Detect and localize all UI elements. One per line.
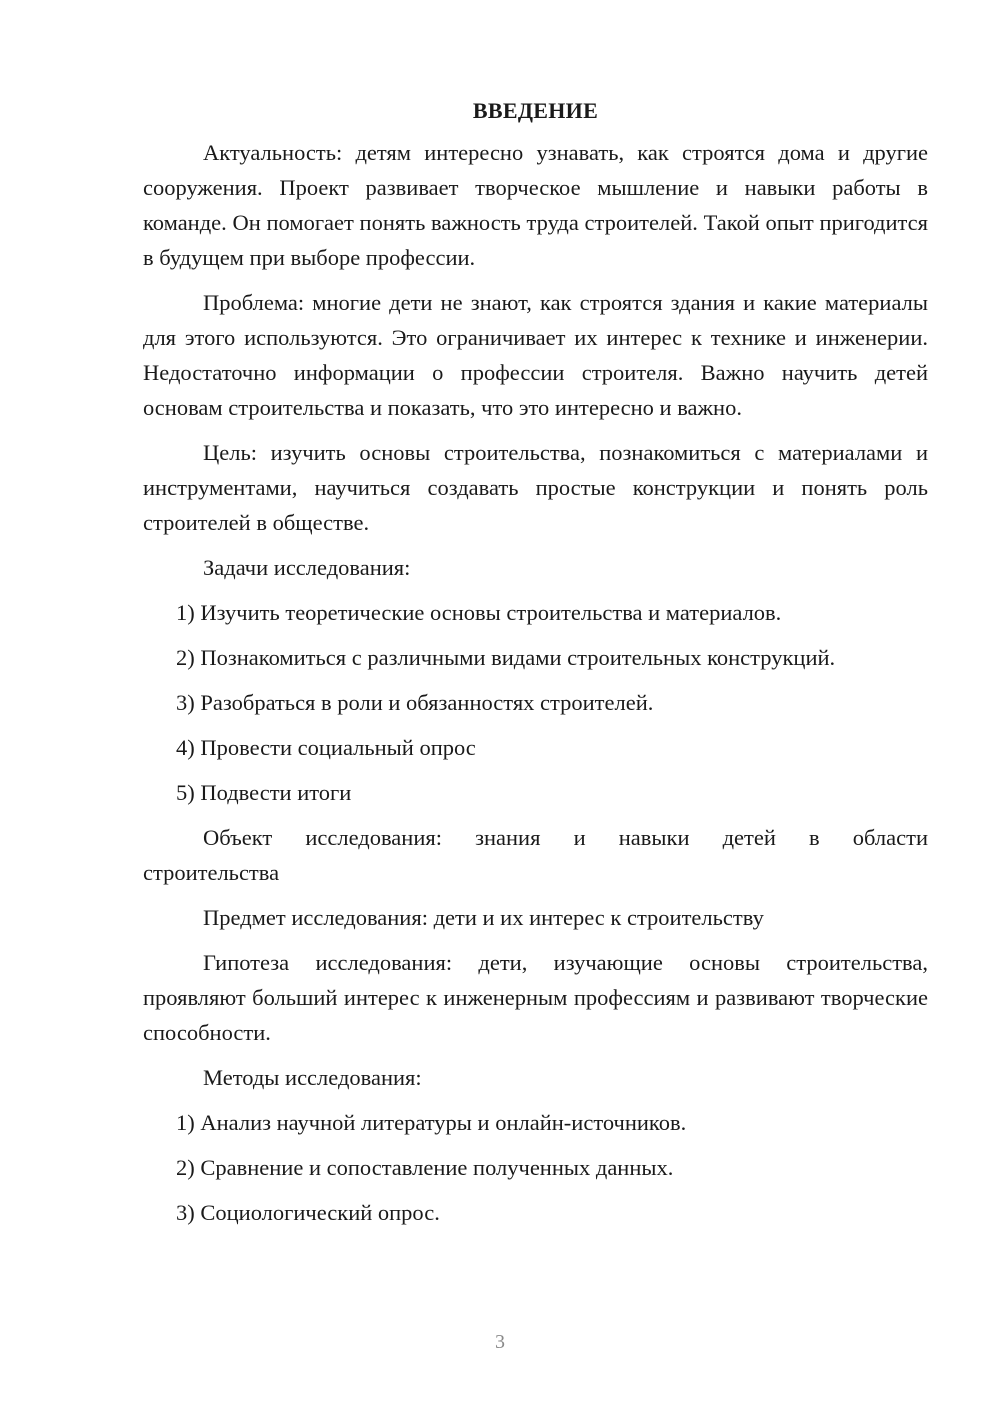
- goal-paragraph: Цель: изучить основы строительства, познакомиться с материалами и инструментами, научиться создавать простые конструкции и понять роль строителей в обществе.: [143, 440, 928, 535]
- subject-paragraph: Предмет исследования: дети и их интерес к строительству: [203, 905, 764, 930]
- task-item: 5) Подвести итоги: [176, 780, 352, 805]
- hypothesis-paragraph: Гипотеза исследования: дети, изучающие основы строительства, проявляют больший интерес к инженерным профессиям и развивают творческие способности.: [143, 950, 928, 1045]
- method-item: 3) Социологический опрос.: [176, 1200, 440, 1225]
- section-title: ВВЕДЕНИЕ: [472, 98, 599, 123]
- relevance-paragraph: Актуальность: детям интересно узнавать, как строятся дома и другие сооружения. Проект развивает творческое мышление и навыки работы в команде. Он помогает понять важность труда строителей. Такой опыт пригодится в будущем при выборе профессии.: [143, 140, 928, 270]
- problem-paragraph: Проблема: многие дети не знают, как строятся здания и какие материалы для этого используются. Это ограничивает их интерес к технике и инженерии. Недостаточно информации о профессии строителя. Важно научить детей основам строительства и показать, что это интересно и важно.: [143, 290, 928, 420]
- task-item: 1) Изучить теоретические основы строительства и материалов.: [176, 600, 782, 625]
- object-paragraph: [143, 820, 928, 855]
- task-item: 3) Разобраться в роли и обязанностях строителей.: [176, 690, 654, 715]
- task-item: 4) Провести социальный опрос: [176, 735, 476, 760]
- object-line-1: Объект исследования: знания и навыки детей в области: [203, 825, 928, 850]
- object-line-2: строительства: [143, 860, 280, 885]
- method-item: 2) Сравнение и сопоставление полученных данных.: [176, 1155, 674, 1180]
- document-page: [143, 96, 928, 1240]
- task-item: 2) Познакомиться с различными видами строительных конструкций.: [176, 645, 836, 670]
- methods-heading: Методы исследования:: [203, 1065, 422, 1090]
- tasks-heading: Задачи исследования:: [203, 555, 411, 580]
- method-item: 1) Анализ научной литературы и онлайн-источников.: [176, 1110, 687, 1135]
- page-number: 3: [495, 1331, 505, 1353]
